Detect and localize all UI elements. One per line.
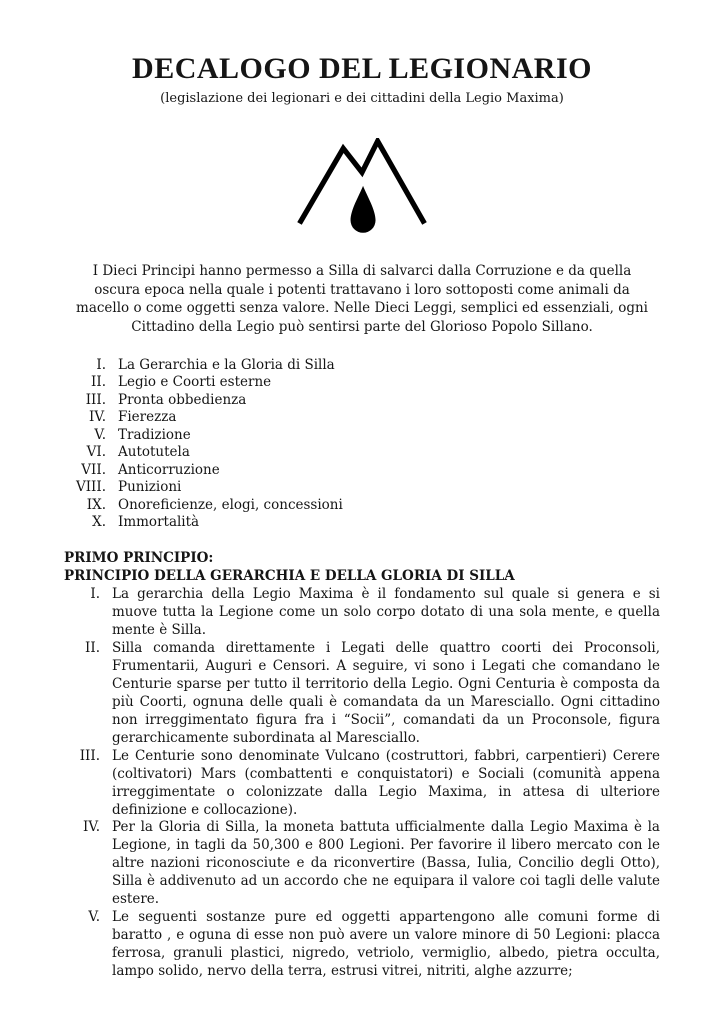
- index-row: [64, 392, 660, 410]
- principle-item: [64, 748, 660, 820]
- index-row: [64, 514, 660, 532]
- principle-item: [64, 640, 660, 748]
- index-numeral: IV.: [88, 409, 106, 426]
- section-heading: [64, 550, 660, 585]
- index-numeral: VIII.: [75, 479, 106, 496]
- section-heading-line1: PRIMO PRINCIPIO:: [64, 549, 214, 566]
- principle-text: La gerarchia della Legio Maxima è il fondamento sul quale si genera e si muove tutta la Legione come un solo corpo dotato di una sola mente, e quella mente è Silla.: [112, 586, 660, 638]
- logo-container: [64, 138, 660, 238]
- index-list: [64, 357, 660, 532]
- intro-paragraph: I Dieci Principi hanno permesso a Silla di salvarci dalla Corruzione e da quella oscura epoca nella quale i potenti trattavano i loro sottoposti come animali da macello o come oggetti senza valore. Nelle Dieci Leggi, semplici ed essenziali, ogni Cittadino della Legio può sentirsi parte del Glorioso Popolo Sillano.: [76, 263, 648, 335]
- section-heading-line2: PRINCIPIO DELLA GERARCHIA E DELLA GLORIA DI SILLA: [64, 567, 515, 584]
- principle-text: Per la Gloria di Silla, la moneta battuta ufficialmente dalla Legio Maxima è la Legione, in tagli da 50,300 e 800 Legioni. Per favorire il libero mercato con le altre nazioni riconosciute e da riconvertire (Bassa, Iulia, Concilio degli Otto), Silla è addivenuto ad un accordo che ne equipara il valore coi tagli delle valute estere.: [112, 819, 660, 908]
- index-numeral: VII.: [81, 461, 106, 478]
- index-row: [64, 357, 660, 375]
- index-numeral: X.: [92, 514, 106, 531]
- index-row: [64, 374, 660, 392]
- mountain-drop-logo-icon: [296, 138, 428, 238]
- index-row: [64, 427, 660, 445]
- index-label: La Gerarchia e la Gloria di Silla: [118, 356, 335, 373]
- index-numeral: IX.: [86, 496, 106, 513]
- index-label: Onoreficienze, elogi, concessioni: [118, 496, 343, 513]
- index-label: Pronta obbedienza: [118, 391, 247, 408]
- index-row: [64, 462, 660, 480]
- index-numeral: VI.: [86, 444, 106, 461]
- index-row: [64, 409, 660, 427]
- index-label: Tradizione: [118, 426, 191, 443]
- index-label: Legio e Coorti esterne: [118, 374, 272, 391]
- index-row: [64, 479, 660, 497]
- index-numeral: III.: [85, 391, 106, 408]
- principle-numeral: V.: [88, 909, 100, 926]
- index-label: Immortalità: [118, 514, 200, 531]
- index-row: [64, 444, 660, 462]
- index-label: Punizioni: [118, 479, 182, 496]
- page-title: DECALOGO DEL LEGIONARIO: [132, 52, 592, 85]
- principle-numeral: IV.: [82, 819, 100, 836]
- principle-item: [64, 819, 660, 909]
- index-label: Fierezza: [118, 409, 177, 426]
- principle-item: [64, 586, 660, 640]
- page-subtitle: (legislazione dei legionari e dei cittadini della Legio Maxima): [160, 91, 564, 106]
- index-numeral: I.: [96, 356, 106, 373]
- principle-text: Silla comanda direttamente i Legati delle quattro coorti dei Proconsoli, Frumentarii, Auguri e Censori. A seguire, vi sono i Legati che comandano le Centurie sparse per tutto il territorio della Legio. Ogni Centuria è composta da più Coorti, ognuna delle quali è comandata da un Maresciallo. Ogni cittadino non irreggimentato figura fra i “Socii”, comandati da un Proconsole, figura gerarchicamente subordinata al Maresciallo.: [112, 639, 660, 746]
- principle-item: [64, 909, 660, 981]
- principles-list: [64, 586, 660, 981]
- index-label: Anticorruzione: [118, 461, 220, 478]
- principle-numeral: III.: [79, 747, 100, 764]
- index-numeral: II.: [91, 374, 106, 391]
- index-row: [64, 497, 660, 515]
- principle-numeral: II.: [85, 639, 100, 656]
- principle-text: Le seguenti sostanze pure ed oggetti appartengono alle comuni forme di baratto , e oguna di esse non può avere un valore minore di 50 Legioni: placca ferrosa, granuli plastici, nigredo, vetriolo, vermiglio, albedo, pietra occulta, lampo solido, nervo della terra, estrusi vitrei, nitriti, alghe azzurre;: [112, 909, 660, 980]
- index-numeral: V.: [94, 426, 106, 443]
- principle-numeral: I.: [90, 586, 100, 603]
- index-label: Autotutela: [118, 444, 190, 461]
- principle-text: Le Centurie sono denominate Vulcano (costruttori, fabbri, carpentieri) Cerere (coltivatori) Mars (combattenti e conquistatori) e Sociali (comunità appena irreggimentate o colonizzate dalla Legio Maxima, in attesa di ulteriore definizione e collocazione).: [112, 747, 660, 818]
